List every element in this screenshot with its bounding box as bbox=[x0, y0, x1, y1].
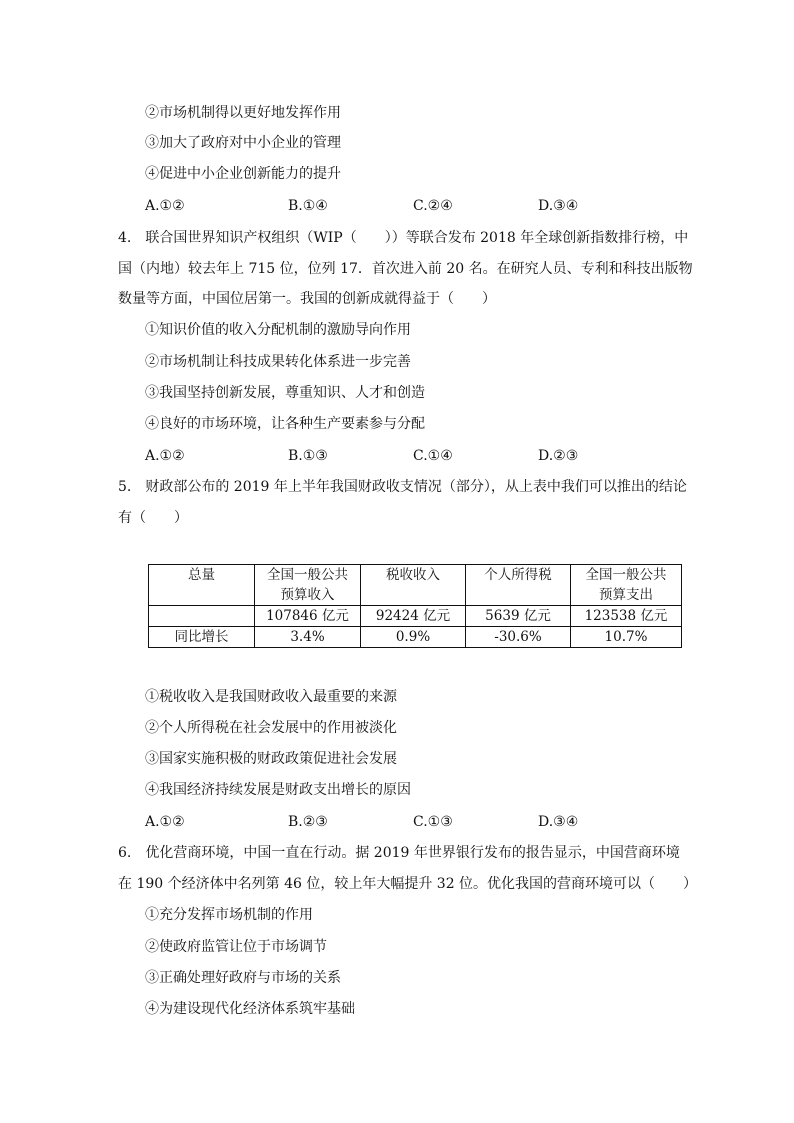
q5-choice-b[interactable]: B.②③ bbox=[288, 814, 328, 830]
table-header-cell: 全国一般公共 预算收入 bbox=[255, 565, 361, 606]
table-row bbox=[149, 627, 682, 648]
table-header-cell: 总量 bbox=[149, 565, 255, 606]
q4-option-1: ①知识价值的收入分配机制的激励导向作用 bbox=[145, 322, 411, 338]
q4-choices bbox=[145, 446, 645, 466]
q3-choice-c[interactable]: C.②④ bbox=[413, 198, 453, 214]
q6-option-1: ①充分发挥市场机制的作用 bbox=[145, 907, 313, 923]
table-cell: 5639 亿元 bbox=[466, 606, 571, 627]
q4-choice-b[interactable]: B.①③ bbox=[288, 448, 328, 464]
q4-choice-a[interactable]: A.①② bbox=[145, 448, 185, 464]
q6-option-3: ③正确处理好政府与市场的关系 bbox=[145, 970, 341, 986]
q5-option-2: ②个人所得税在社会发展中的作用被淡化 bbox=[145, 720, 397, 736]
q5-stem-line-1: 5. 财政部公布的 2019 年上半年我国财政收支情况（部分），从上表中我们可以推出的结论 bbox=[118, 479, 687, 495]
table-cell: -30.6% bbox=[466, 627, 571, 648]
q6-stem-line-1: 6. 优化营商环境，中国一直在行动。据 2019 年世界银行发布的报告显示，中国营商环境 bbox=[118, 845, 680, 861]
q3-choice-b[interactable]: B.①④ bbox=[288, 198, 328, 214]
q3-option-2: ②市场机制得以更好地发挥作用 bbox=[145, 105, 341, 121]
table-cell: 123538 亿元 bbox=[571, 606, 682, 627]
q4-option-3: ③我国坚持创新发展，尊重知识、人才和创造 bbox=[145, 385, 425, 401]
table-cell bbox=[149, 606, 255, 627]
q5-option-3: ③国家实施积极的财政政策促进社会发展 bbox=[145, 751, 397, 767]
q6-stem-line-2: 在 190 个经济体中名列第 46 位，较上年大幅提升 32 位。优化我国的营商环境可以（ ） bbox=[118, 876, 698, 892]
q5-stem-line-2: 有（ ） bbox=[118, 510, 188, 526]
q3-option-3: ③加大了政府对中小企业的管理 bbox=[145, 135, 341, 151]
q4-stem-line-2: 国（内地）较去年上 715 位，位列 17．首次进入前 20 名。在研究人员、专利和科技出版物 bbox=[118, 261, 693, 277]
table-cell: 同比增长 bbox=[149, 627, 255, 648]
q3-choice-a[interactable]: A.①② bbox=[145, 198, 185, 214]
q5-choice-a[interactable]: A.①② bbox=[145, 814, 185, 830]
fiscal-table bbox=[148, 564, 682, 648]
q3-choices bbox=[145, 196, 645, 216]
q4-stem-line-1: 4. 联合国世界知识产权组织（WIP（ ））等联合发布 2018 年全球创新指数排行榜，中 bbox=[118, 230, 689, 246]
table-cell: 0.9% bbox=[361, 627, 466, 648]
table-header-cell: 全国一般公共 预算支出 bbox=[571, 565, 682, 606]
q5-option-4: ④我国经济持续发展是财政支出增长的原因 bbox=[145, 782, 411, 798]
table-header-cell: 税收收入 bbox=[361, 565, 466, 606]
q6-option-4: ④为建设现代化经济体系筑牢基础 bbox=[145, 1001, 355, 1017]
q5-choice-c[interactable]: C.①③ bbox=[413, 814, 453, 830]
table-header-row bbox=[149, 565, 682, 606]
q4-choice-c[interactable]: C.①④ bbox=[413, 448, 453, 464]
table-header-cell: 个人所得税 bbox=[466, 565, 571, 606]
q4-option-4: ④良好的市场环境，让各种生产要素参与分配 bbox=[145, 416, 425, 432]
q4-choice-d[interactable]: D.②③ bbox=[538, 448, 579, 464]
table-row bbox=[149, 606, 682, 627]
q5-choices bbox=[145, 812, 645, 832]
q3-choice-d[interactable]: D.③④ bbox=[538, 198, 579, 214]
q4-stem-line-3: 数量等方面，中国位居第一。我国的创新成就得益于（ ） bbox=[118, 291, 496, 307]
table-cell: 107846 亿元 bbox=[255, 606, 361, 627]
q5-choice-d[interactable]: D.③④ bbox=[538, 814, 579, 830]
table-cell: 10.7% bbox=[571, 627, 682, 648]
q3-option-4: ④促进中小企业创新能力的提升 bbox=[145, 166, 341, 182]
table-cell: 3.4% bbox=[255, 627, 361, 648]
q5-option-1: ①税收收入是我国财政收入最重要的来源 bbox=[145, 689, 397, 705]
table-cell: 92424 亿元 bbox=[361, 606, 466, 627]
q6-option-2: ②使政府监管让位于市场调节 bbox=[145, 939, 327, 955]
q4-option-2: ②市场机制让科技成果转化体系进一步完善 bbox=[145, 354, 411, 370]
